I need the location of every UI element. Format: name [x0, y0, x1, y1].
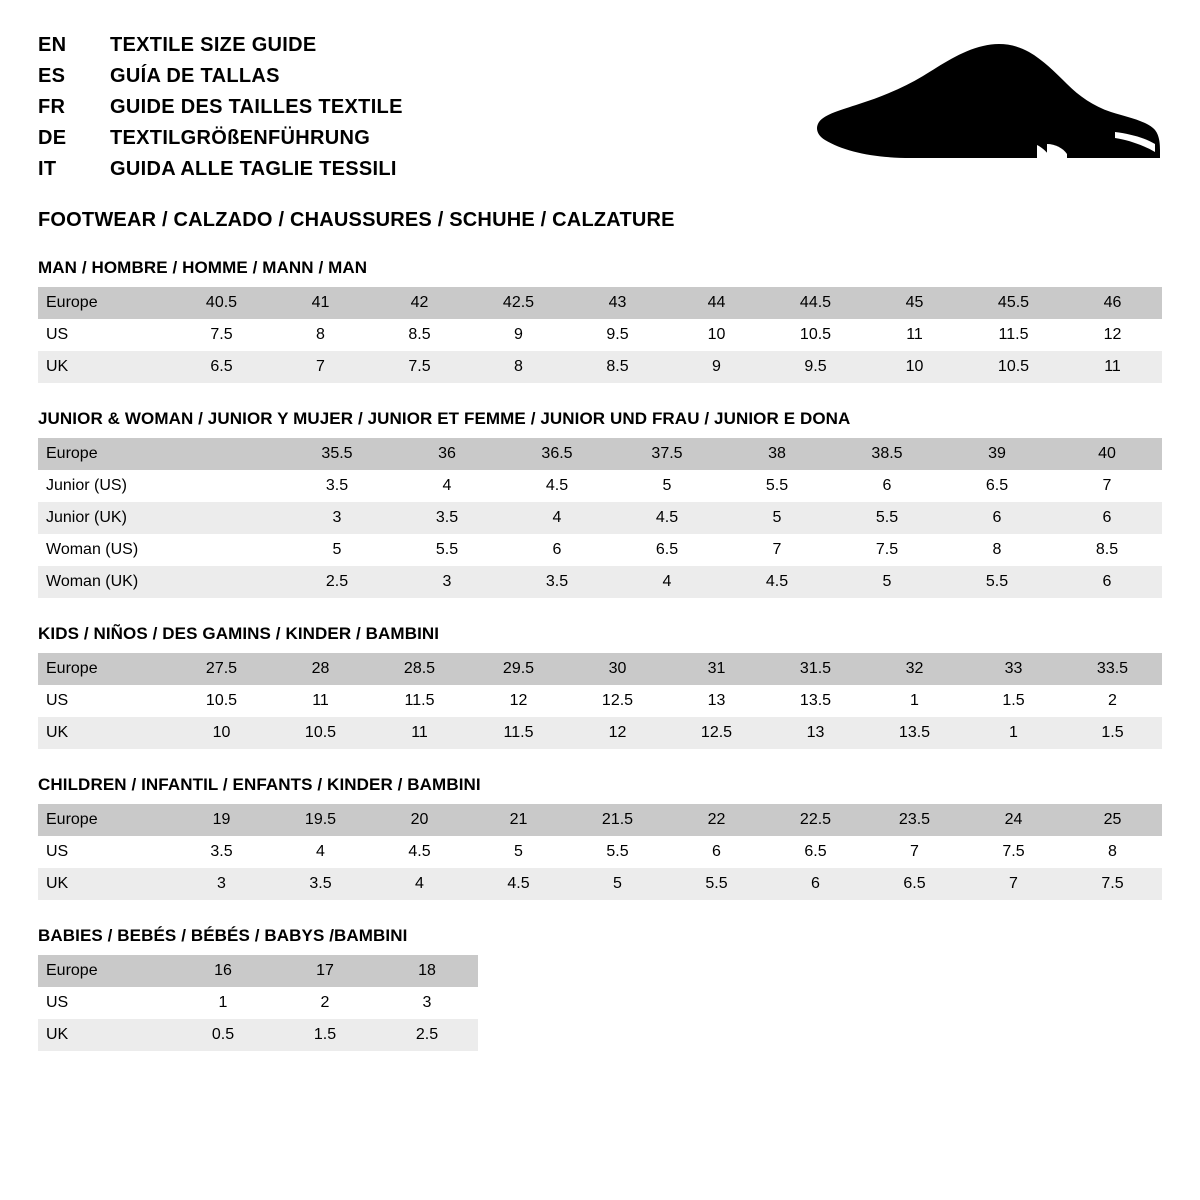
cell: 11 — [370, 717, 469, 749]
cell: 12.5 — [568, 685, 667, 717]
cell: 7.5 — [172, 319, 271, 351]
cell: 11.5 — [469, 717, 568, 749]
cell: 1 — [172, 987, 274, 1019]
table-block-junior-woman — [38, 409, 1162, 598]
row-label: UK — [38, 351, 172, 383]
cell: 5.5 — [722, 470, 832, 502]
row-label: Europe — [38, 804, 172, 836]
cell: 7.5 — [370, 351, 469, 383]
cell: 1.5 — [1063, 717, 1162, 749]
size-table-man — [38, 287, 1162, 383]
table-row — [38, 534, 1162, 566]
cell: 4 — [612, 566, 722, 598]
cell: 41 — [271, 287, 370, 319]
cell: 6.5 — [942, 470, 1052, 502]
cell: 25 — [1063, 804, 1162, 836]
table-title: MAN / HOMBRE / HOMME / MANN / MAN — [38, 258, 368, 277]
cell: 39 — [942, 438, 1052, 470]
language-title: GUIDE DES TAILLES TEXTILE — [110, 96, 403, 118]
language-code: FR — [38, 96, 66, 118]
cell: 1.5 — [964, 685, 1063, 717]
table-row — [38, 1019, 478, 1051]
row-label: Junior (US) — [38, 470, 172, 502]
cell: 6 — [766, 868, 865, 900]
cell: 11 — [271, 685, 370, 717]
cell — [172, 438, 282, 470]
cell: 5.5 — [832, 502, 942, 534]
table-row — [38, 351, 1162, 383]
cell: 33.5 — [1063, 653, 1162, 685]
cell: 3.5 — [282, 470, 392, 502]
cell: 4.5 — [370, 836, 469, 868]
cell: 3 — [376, 987, 478, 1019]
cell: 3.5 — [502, 566, 612, 598]
table-row — [38, 566, 1162, 598]
cell: 8.5 — [1052, 534, 1162, 566]
cell: 10.5 — [172, 685, 271, 717]
language-title: TEXTILGRÖßENFÜHRUNG — [110, 127, 371, 149]
cell: 11 — [1063, 351, 1162, 383]
size-table-children — [38, 804, 1162, 900]
cell: 1 — [964, 717, 1063, 749]
language-title: GUÍA DE TALLAS — [110, 65, 280, 87]
cell: 12.5 — [667, 717, 766, 749]
cell: 7 — [1052, 470, 1162, 502]
cell: 19.5 — [271, 804, 370, 836]
cell: 10 — [865, 351, 964, 383]
table-title: BABIES / BEBÉS / BÉBÉS / BABYS /BAMBINI — [38, 926, 408, 945]
cell — [172, 534, 282, 566]
cell: 3 — [172, 868, 271, 900]
cell: 43 — [568, 287, 667, 319]
size-table-kids — [38, 653, 1162, 749]
cell: 9 — [667, 351, 766, 383]
cell: 8.5 — [370, 319, 469, 351]
cell: 45 — [865, 287, 964, 319]
cell: 2 — [274, 987, 376, 1019]
cell: 6 — [667, 836, 766, 868]
cell: 9 — [469, 319, 568, 351]
cell: 5.5 — [568, 836, 667, 868]
cell: 7 — [271, 351, 370, 383]
row-label: Europe — [38, 287, 172, 319]
table-row — [38, 717, 1162, 749]
cell: 9.5 — [568, 319, 667, 351]
cell: 44 — [667, 287, 766, 319]
cell: 8 — [469, 351, 568, 383]
cell: 42.5 — [469, 287, 568, 319]
cell: 28.5 — [370, 653, 469, 685]
cell: 13.5 — [865, 717, 964, 749]
language-code: ES — [38, 65, 66, 87]
cell: 3 — [282, 502, 392, 534]
cell: 2.5 — [376, 1019, 478, 1051]
size-table-babies — [38, 955, 478, 1051]
table-row — [38, 987, 478, 1019]
table-row — [38, 438, 1162, 470]
table-row — [38, 836, 1162, 868]
row-label: Europe — [38, 438, 172, 470]
cell: 46 — [1063, 287, 1162, 319]
cell: 19 — [172, 804, 271, 836]
cell: 8.5 — [568, 351, 667, 383]
table-row — [38, 502, 1162, 534]
row-label: US — [38, 836, 172, 868]
row-label: UK — [38, 868, 172, 900]
table-title: JUNIOR & WOMAN / JUNIOR Y MUJER / JUNIOR ET FEMME / JUNIOR UND FRAU / JUNIOR E DONA — [38, 409, 851, 428]
table-row — [38, 804, 1162, 836]
cell: 32 — [865, 653, 964, 685]
cell — [172, 502, 282, 534]
cell: 7.5 — [1063, 868, 1162, 900]
cell: 4.5 — [722, 566, 832, 598]
dress-shoe-icon — [815, 40, 1160, 175]
cell: 29.5 — [469, 653, 568, 685]
table-row — [38, 685, 1162, 717]
cell: 42 — [370, 287, 469, 319]
cell: 5 — [832, 566, 942, 598]
cell: 3 — [392, 566, 502, 598]
cell: 5 — [282, 534, 392, 566]
language-title: TEXTILE SIZE GUIDE — [110, 34, 317, 56]
cell: 13 — [766, 717, 865, 749]
cell: 11.5 — [370, 685, 469, 717]
cell: 2 — [1063, 685, 1162, 717]
cell: 10.5 — [964, 351, 1063, 383]
cell: 6.5 — [612, 534, 722, 566]
table-row — [38, 287, 1162, 319]
row-label: UK — [38, 717, 172, 749]
cell: 5 — [568, 868, 667, 900]
table-row — [38, 319, 1162, 351]
cell: 24 — [964, 804, 1063, 836]
cell: 22 — [667, 804, 766, 836]
row-label: Junior (UK) — [38, 502, 172, 534]
cell: 31 — [667, 653, 766, 685]
cell: 17 — [274, 955, 376, 987]
cell: 36 — [392, 438, 502, 470]
cell: 5.5 — [942, 566, 1052, 598]
cell: 4.5 — [612, 502, 722, 534]
cell: 13 — [667, 685, 766, 717]
cell: 12 — [469, 685, 568, 717]
cell: 12 — [1063, 319, 1162, 351]
row-label: Europe — [38, 653, 172, 685]
cell: 21 — [469, 804, 568, 836]
cell: 6.5 — [172, 351, 271, 383]
cell: 9.5 — [766, 351, 865, 383]
cell: 5 — [722, 502, 832, 534]
cell: 6 — [1052, 502, 1162, 534]
cell — [172, 566, 282, 598]
cell: 12 — [568, 717, 667, 749]
cell: 6.5 — [766, 836, 865, 868]
cell: 20 — [370, 804, 469, 836]
language-code: DE — [38, 127, 67, 149]
cell: 1.5 — [274, 1019, 376, 1051]
cell: 10 — [172, 717, 271, 749]
table-row — [38, 470, 1162, 502]
table-title: KIDS / NIÑOS / DES GAMINS / KINDER / BAMBINI — [38, 624, 440, 643]
cell: 44.5 — [766, 287, 865, 319]
table-block-babies — [38, 926, 1162, 1051]
table-title: CHILDREN / INFANTIL / ENFANTS / KINDER / BAMBINI — [38, 775, 481, 794]
table-row — [38, 868, 1162, 900]
cell: 38.5 — [832, 438, 942, 470]
cell: 4.5 — [502, 470, 612, 502]
cell: 6 — [942, 502, 1052, 534]
table-block-kids — [38, 624, 1162, 749]
cell: 45.5 — [964, 287, 1063, 319]
cell: 11.5 — [964, 319, 1063, 351]
cell: 4 — [502, 502, 612, 534]
row-label: Europe — [38, 955, 172, 987]
cell: 37.5 — [612, 438, 722, 470]
cell: 16 — [172, 955, 274, 987]
cell: 10 — [667, 319, 766, 351]
cell: 35.5 — [282, 438, 392, 470]
cell: 7 — [865, 836, 964, 868]
row-label: US — [38, 987, 172, 1019]
row-label: UK — [38, 1019, 172, 1051]
cell: 10.5 — [271, 717, 370, 749]
cell: 3.5 — [271, 868, 370, 900]
cell: 6 — [832, 470, 942, 502]
table-row — [38, 955, 478, 987]
cell: 7 — [722, 534, 832, 566]
row-label: US — [38, 319, 172, 351]
cell: 1 — [865, 685, 964, 717]
cell: 8 — [942, 534, 1052, 566]
cell: 23.5 — [865, 804, 964, 836]
cell: 5 — [612, 470, 722, 502]
cell: 3.5 — [392, 502, 502, 534]
cell: 4.5 — [469, 868, 568, 900]
language-code: IT — [38, 158, 57, 180]
cell: 22.5 — [766, 804, 865, 836]
cell: 7.5 — [832, 534, 942, 566]
table-row — [38, 653, 1162, 685]
cell: 13.5 — [766, 685, 865, 717]
cell: 4 — [370, 868, 469, 900]
cell: 7.5 — [964, 836, 1063, 868]
cell: 18 — [376, 955, 478, 987]
row-label: Woman (US) — [38, 534, 172, 566]
cell: 10.5 — [766, 319, 865, 351]
row-label: Woman (UK) — [38, 566, 172, 598]
size-table-junior-woman — [38, 438, 1162, 598]
cell: 8 — [1063, 836, 1162, 868]
cell: 21.5 — [568, 804, 667, 836]
category-heading: FOOTWEAR / CALZADO / CHAUSSURES / SCHUHE / CALZATURE — [38, 209, 675, 231]
cell: 40 — [1052, 438, 1162, 470]
cell: 30 — [568, 653, 667, 685]
language-title: GUIDA ALLE TAGLIE TESSILI — [110, 158, 397, 180]
cell: 8 — [271, 319, 370, 351]
language-code: EN — [38, 34, 67, 56]
cell: 5.5 — [667, 868, 766, 900]
cell: 31.5 — [766, 653, 865, 685]
cell — [172, 470, 282, 502]
cell: 38 — [722, 438, 832, 470]
cell: 40.5 — [172, 287, 271, 319]
cell: 6 — [1052, 566, 1162, 598]
cell: 6 — [502, 534, 612, 566]
row-label: US — [38, 685, 172, 717]
cell: 5 — [469, 836, 568, 868]
cell: 5.5 — [392, 534, 502, 566]
cell: 28 — [271, 653, 370, 685]
cell: 36.5 — [502, 438, 612, 470]
cell: 3.5 — [172, 836, 271, 868]
table-block-man — [38, 258, 1162, 383]
cell: 7 — [964, 868, 1063, 900]
cell: 4 — [271, 836, 370, 868]
table-block-children — [38, 775, 1162, 900]
cell: 4 — [392, 470, 502, 502]
cell: 0.5 — [172, 1019, 274, 1051]
cell: 27.5 — [172, 653, 271, 685]
cell: 2.5 — [282, 566, 392, 598]
cell: 33 — [964, 653, 1063, 685]
cell: 11 — [865, 319, 964, 351]
cell: 6.5 — [865, 868, 964, 900]
